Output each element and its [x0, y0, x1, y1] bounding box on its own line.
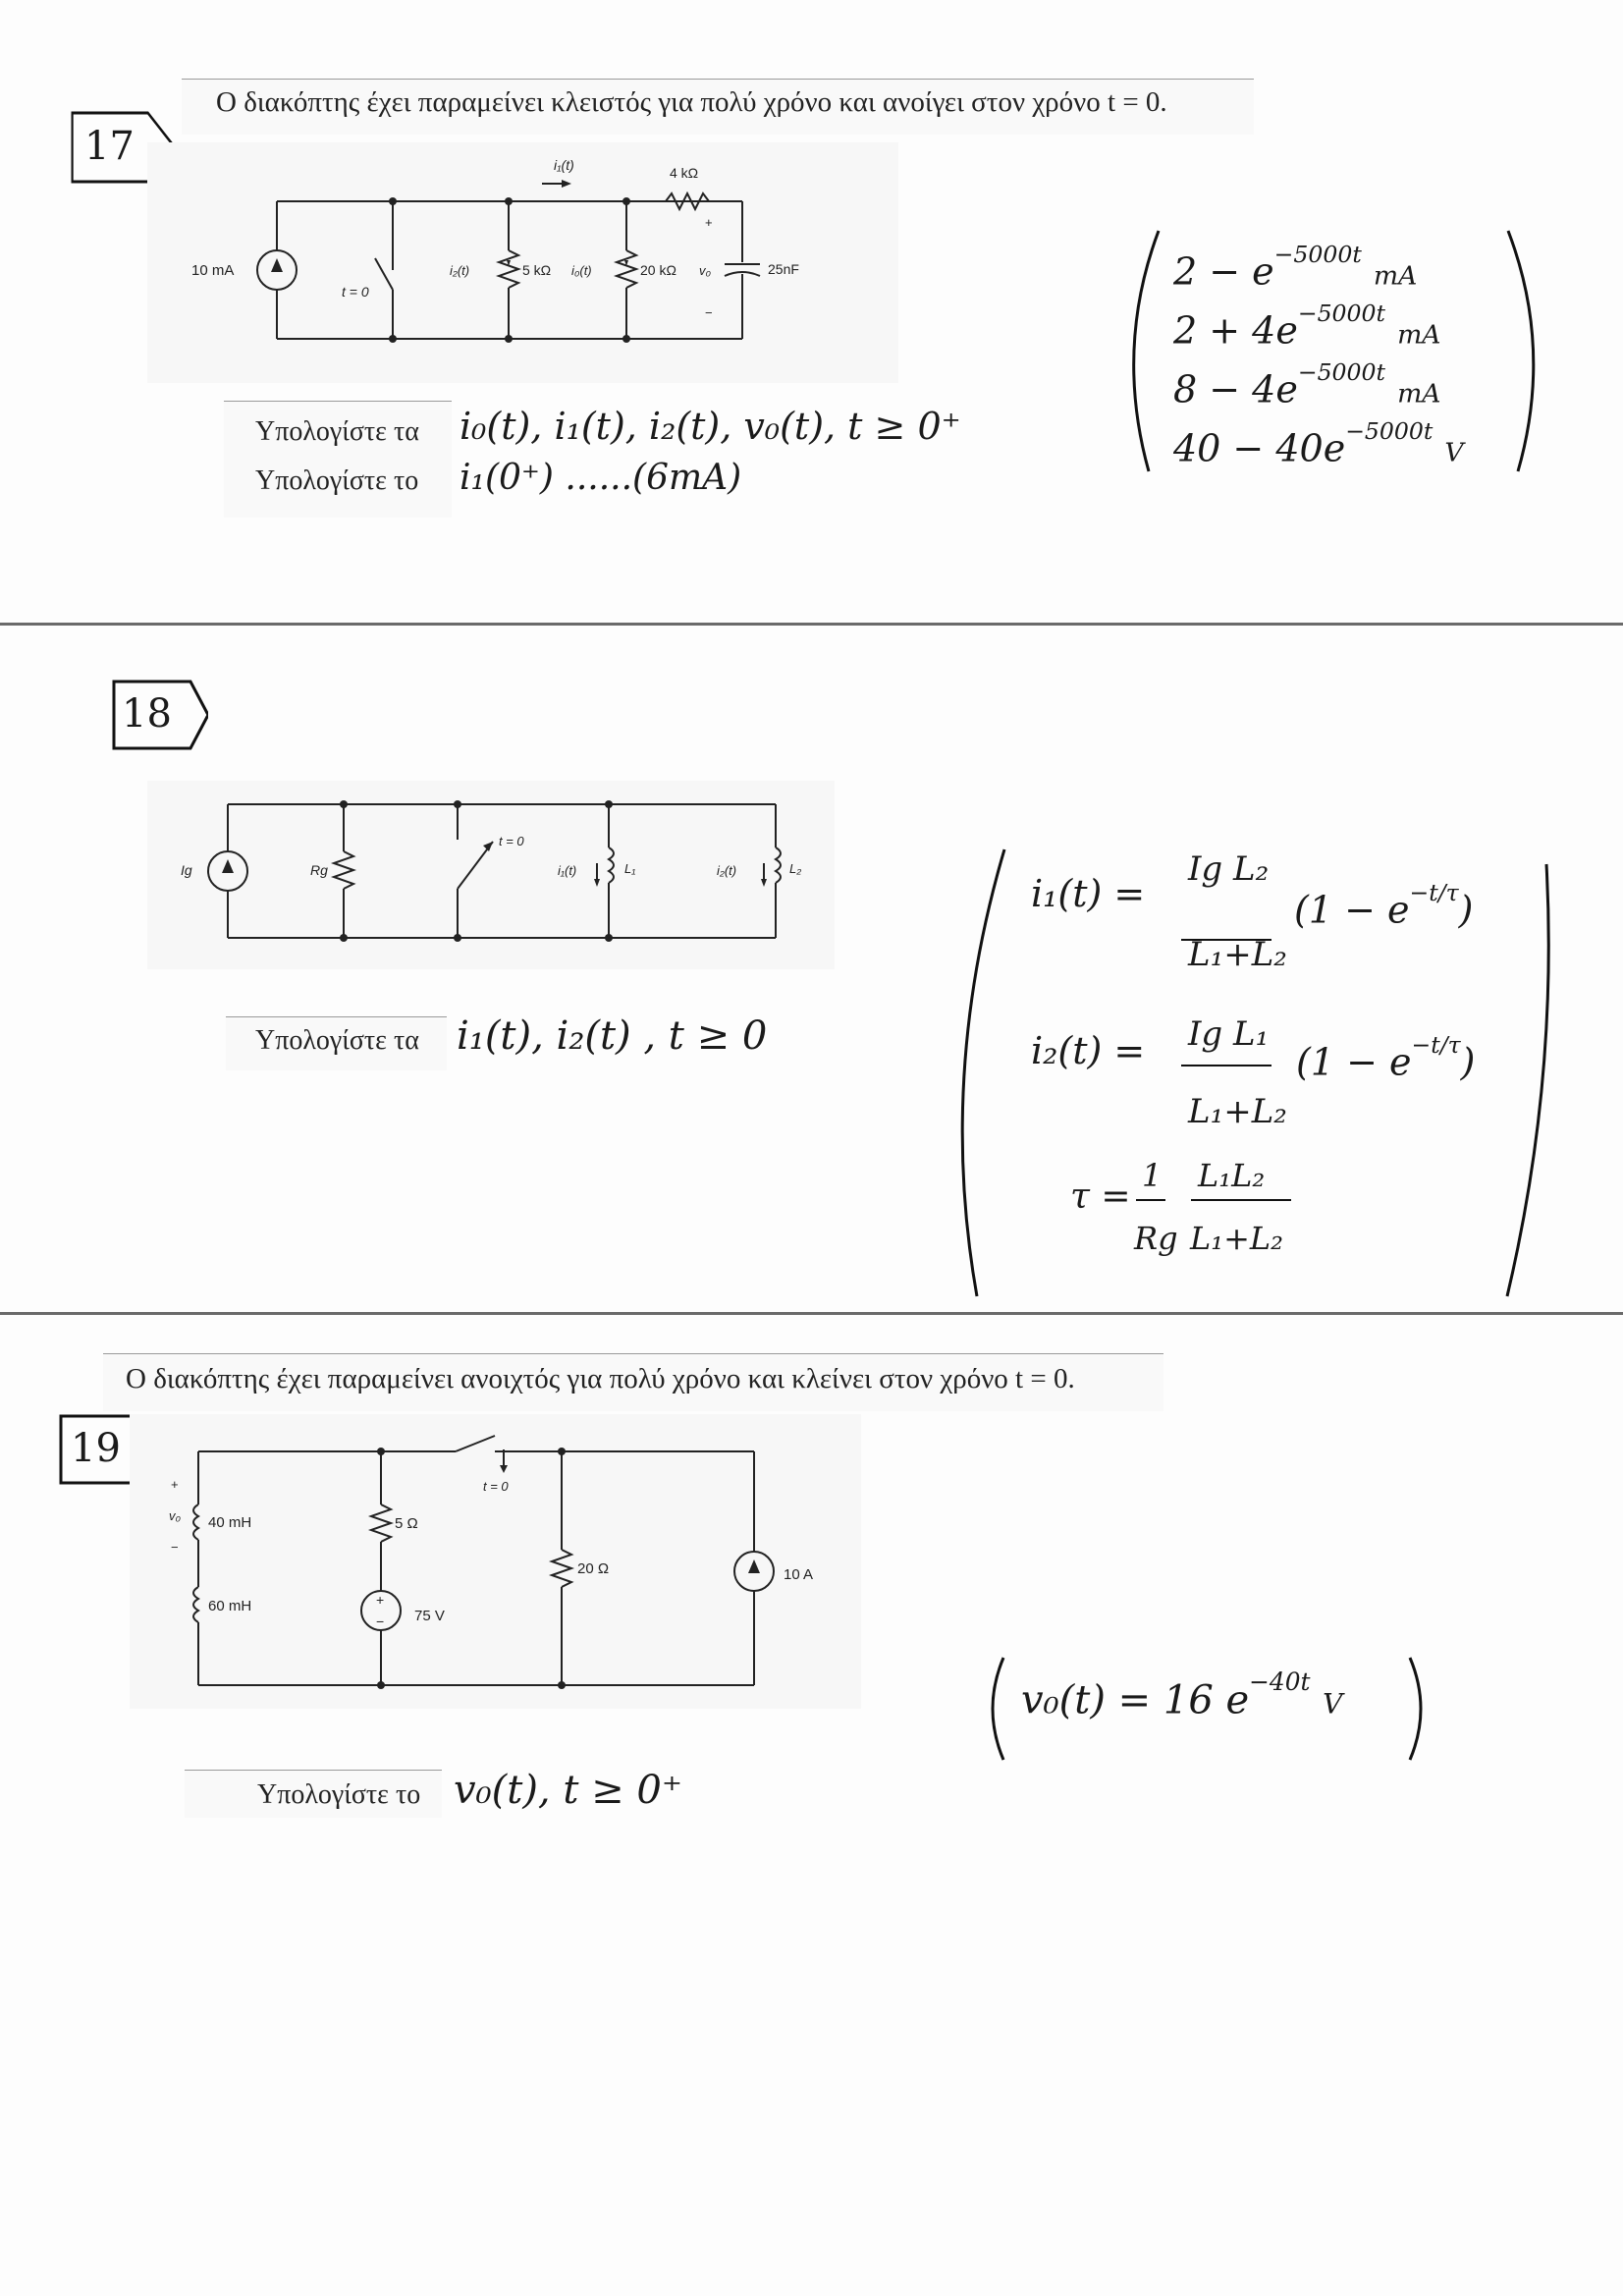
answer-i2-tail-text: (1 − e: [1296, 1040, 1412, 1084]
label-io: i₀(t): [571, 263, 592, 278]
label-plus: +: [171, 1477, 179, 1492]
answer-i2-base: 8 − 4e: [1173, 367, 1298, 411]
label-i1: i₁(t): [558, 863, 577, 878]
answer-i1-lhs: i₁(t) =: [1031, 872, 1146, 915]
label-r-5: 5 Ω: [395, 1515, 418, 1532]
label-i2: i₂(t): [450, 263, 470, 278]
label-l2: L₂: [789, 861, 802, 876]
problem-number: 18: [122, 691, 172, 737]
answer-i1-base: 2 + 4e: [1173, 308, 1298, 353]
answer-vo-exp: −5000t: [1345, 417, 1434, 445]
answer-i2-exp: −5000t: [1297, 358, 1385, 386]
label-l1: L₁: [624, 861, 636, 876]
label-isrc-10a: 10 A: [784, 1566, 814, 1583]
problem-number: 17: [84, 124, 135, 169]
circuit-19: [130, 1414, 861, 1709]
label-switch-t0: t = 0: [483, 1479, 509, 1494]
label-vo: v₀: [699, 263, 711, 278]
answer-i2-close: ): [1460, 1040, 1476, 1084]
answer-vo-base: 40 − 40e: [1173, 426, 1346, 470]
answer-i2-num: Ig L₁: [1188, 1014, 1270, 1054]
label-i2: i₂(t): [717, 863, 737, 878]
label-r-20: 20 Ω: [577, 1560, 610, 1577]
answer-i1-unit: mA: [1397, 319, 1441, 351]
answer-i1: [1173, 300, 1441, 352]
answer-io-exp: −5000t: [1273, 241, 1362, 268]
prompt-hand-1: i₀(t), i₁(t), i₂(t), v₀(t), t ≥ 0⁺: [460, 405, 961, 448]
answer-tau-num1: 1: [1142, 1157, 1163, 1194]
label-minus: −: [171, 1540, 179, 1555]
label-vo: v₀: [169, 1508, 181, 1523]
label-r-5k: 5 kΩ: [522, 262, 552, 278]
answer-tau-den1: Rg: [1134, 1220, 1178, 1257]
label-switch-t0: t = 0: [342, 284, 369, 300]
answer-i2-tail: [1296, 1031, 1475, 1083]
label-l-60mh: 60 mH: [208, 1598, 252, 1614]
prompt-label-1: Υπολογίστε τα: [255, 416, 419, 447]
answer-i2-exp: −t/τ: [1411, 1031, 1461, 1059]
prompt-label: Υπολογίστε το: [257, 1779, 421, 1810]
problem-number: 19: [71, 1426, 121, 1471]
answer-vo-exp: −40t: [1249, 1667, 1311, 1696]
label-cap: 25nF: [768, 261, 799, 277]
circuit-17: [147, 142, 898, 383]
answer-tau-num2: L₁L₂: [1198, 1157, 1266, 1194]
prompt-hand-2: i₁(0⁺) ......(6mA): [460, 458, 742, 498]
answer-i2-unit: mA: [1397, 378, 1441, 410]
label-minus: −: [705, 305, 713, 320]
answer-vo-19: [1021, 1667, 1342, 1723]
label-vsrc-75v: 75 V: [414, 1608, 445, 1624]
prompt-label-2: Υπολογίστε το: [255, 465, 419, 496]
prompt-hand: v₀(t), t ≥ 0⁺: [454, 1768, 682, 1813]
answer-i1-exp: −5000t: [1297, 300, 1385, 327]
label-vsrc-plus: +: [376, 1592, 385, 1608]
label-i1: i₁(t): [554, 157, 574, 173]
answer-i1-tail-text: (1 − e: [1294, 888, 1410, 932]
label-l-40mh: 40 mH: [208, 1514, 252, 1531]
answer-i1-num: Ig L₂: [1188, 849, 1270, 889]
answer-tau-lhs: τ =: [1070, 1176, 1131, 1217]
answer-tau-den2: L₁+L₂: [1190, 1220, 1283, 1257]
label-vsrc-minus: −: [376, 1613, 385, 1629]
problem-statement: Ο διακόπτης έχει παραμείνει ανοιχτός για πολύ χρόνο και κλείνει στον χρόνο t = 0.: [126, 1363, 1075, 1394]
answer-i1-tail: [1294, 879, 1473, 931]
answer-i1-den: L₁+L₂: [1188, 935, 1287, 974]
answer-vo-base: v₀(t) = 16 e: [1021, 1677, 1250, 1723]
answer-vo-unit: V: [1323, 1687, 1343, 1721]
section-divider-2: [0, 1312, 1623, 1315]
answer-i1-exp: −t/τ: [1409, 879, 1459, 906]
prompt-hand: i₁(t), i₂(t) , t ≥ 0: [457, 1013, 768, 1059]
answer-vo-unit: V: [1444, 437, 1464, 468]
problem-statement: Ο διακόπτης έχει παραμείνει κλειστός για πολύ χρόνο και ανοίγει στον χρόνο t = 0.: [216, 86, 1167, 118]
answer-vo: [1173, 417, 1464, 469]
label-r-4k: 4 kΩ: [670, 165, 699, 181]
label-ig: Ig: [181, 862, 192, 878]
answer-i1-close: ): [1458, 888, 1474, 932]
answer-i2-den: L₁+L₂: [1188, 1092, 1287, 1131]
prompt-label: Υπολογίστε τα: [255, 1025, 419, 1056]
answer-io-unit: mA: [1373, 260, 1418, 292]
answer-io: [1173, 241, 1417, 293]
answer-i2: [1173, 358, 1441, 410]
label-r-20k: 20 kΩ: [640, 262, 676, 278]
label-plus: +: [705, 215, 713, 230]
answer-i2-lhs: i₂(t) =: [1031, 1029, 1146, 1072]
label-source-10ma: 10 mA: [191, 262, 235, 279]
circuit-18: [147, 781, 835, 969]
label-switch-t0: t = 0: [499, 834, 524, 848]
answer-io-base: 2 − e: [1173, 249, 1274, 294]
label-rg: Rg: [310, 862, 328, 878]
section-divider-1: [0, 623, 1623, 626]
